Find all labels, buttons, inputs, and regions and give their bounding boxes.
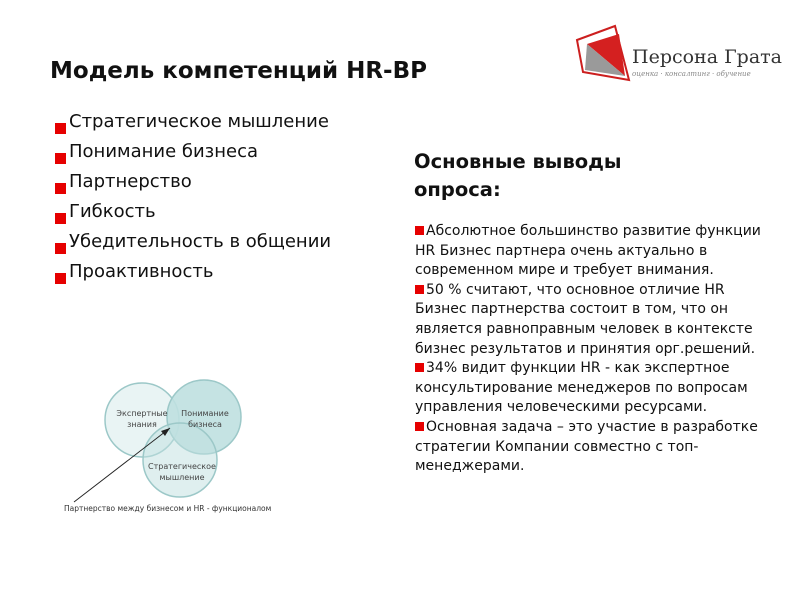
finding-text: 50 % считают, что основное отличие HR Бизнес партнерства состоит в том, что он является равноправным человек в контексте бизнес результатов и принятия орг.решений. — [415, 281, 756, 357]
red-square-bullet-icon — [415, 226, 424, 235]
list-item — [55, 141, 331, 171]
red-square-bullet-icon — [415, 363, 424, 372]
venn-circle-strategy — [143, 423, 217, 497]
red-square-bullet-icon — [55, 273, 66, 284]
list-item — [55, 111, 331, 141]
finding-item — [415, 359, 775, 418]
list-item — [55, 201, 331, 231]
finding-item — [415, 281, 775, 359]
venn-label-expertise: Экспертные знания — [116, 409, 168, 429]
conclusions-title: Основные выводы опроса: — [414, 150, 622, 201]
finding-text: 34% видит функции HR - как экспертное консультирование менеджеров по вопросам управления человеческими ресурсами. — [415, 360, 748, 416]
competency-label: Проактивность — [69, 261, 214, 282]
finding-item — [415, 418, 775, 477]
list-item — [55, 231, 331, 261]
page-title: Модель компетенций HR-BP — [50, 58, 427, 84]
red-square-bullet-icon — [55, 183, 66, 194]
venn-caption: Партнерство между бизнесом и HR - функционалом — [64, 504, 272, 513]
red-square-bullet-icon — [55, 243, 66, 254]
list-item — [55, 261, 331, 291]
competency-label: Партнерство — [69, 171, 192, 192]
red-square-bullet-icon — [55, 213, 66, 224]
competency-label: Гибкость — [69, 201, 156, 222]
red-square-bullet-icon — [55, 153, 66, 164]
finding-text: Абсолютное большинство развитие функции HR Бизнес партнера очень актуально в современном мире и требует внимания. — [415, 223, 761, 279]
red-square-bullet-icon — [55, 123, 66, 134]
venn-diagram — [60, 370, 290, 520]
venn-label-business: Понимание бизнеса — [181, 409, 229, 429]
finding-text: Основная задача – это участие в разработке стратегии Компании совместно с топ-менеджерами. — [415, 418, 758, 475]
competency-label: Понимание бизнеса — [69, 141, 259, 162]
red-square-bullet-icon — [415, 285, 424, 294]
red-square-bullet-icon — [415, 422, 424, 431]
logo-name: Персона Грата — [632, 46, 782, 68]
competency-list — [55, 111, 331, 291]
competency-label: Стратегическое мышление — [69, 111, 329, 132]
list-item — [55, 171, 331, 201]
venn-label-strategy: Стратегическое мышление — [148, 462, 216, 482]
competency-label: Убедительность в общении — [69, 231, 332, 252]
finding-item — [415, 222, 775, 281]
logo-tagline: оценка · консалтинг · обучение — [632, 70, 751, 78]
conclusions-list — [415, 222, 775, 477]
